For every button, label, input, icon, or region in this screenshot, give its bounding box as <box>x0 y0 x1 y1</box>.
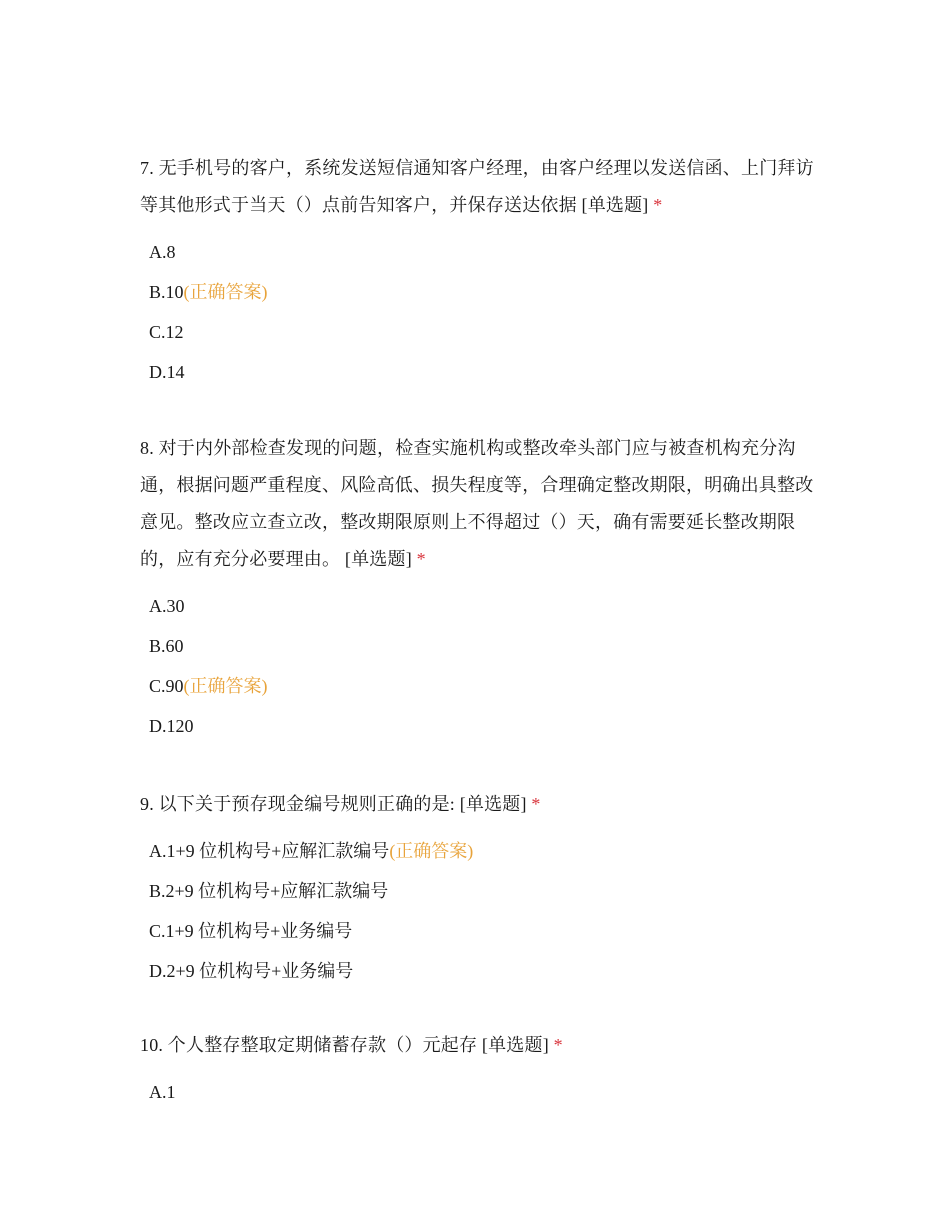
option-c[interactable]: C.90(正确答案) <box>149 676 268 696</box>
option-a[interactable]: A.1+9 位机构号+应解汇款编号(正确答案) <box>149 841 474 861</box>
question-9 <box>140 786 820 991</box>
option-d[interactable]: D.2+9 位机构号+业务编号 <box>149 961 354 981</box>
option-b[interactable]: B.2+9 位机构号+应解汇款编号 <box>149 881 389 901</box>
option-a[interactable]: A.8 <box>149 242 176 262</box>
option-c[interactable]: C.1+9 位机构号+业务编号 <box>149 921 353 941</box>
option-list <box>149 831 820 991</box>
required-mark: * <box>531 794 541 814</box>
required-mark: * <box>653 195 663 215</box>
option-a[interactable]: A.1 <box>149 1082 176 1102</box>
correct-answer-tag: (正确答案) <box>183 676 268 696</box>
correct-answer-tag: (正确答案) <box>389 841 474 861</box>
option-a[interactable]: A.30 <box>149 596 185 616</box>
option-b[interactable]: B.60 <box>149 636 184 656</box>
correct-answer-tag: (正确答案) <box>183 282 268 302</box>
option-d[interactable]: D.120 <box>149 716 194 736</box>
option-list <box>149 1072 820 1112</box>
question-7 <box>140 150 820 392</box>
question-title: 10. 个人整存整取定期储蓄存款（）元起存 [单选题] * <box>140 1035 563 1055</box>
option-list <box>149 586 820 746</box>
option-list <box>149 232 820 392</box>
question-title: 9. 以下关于预存现金编号规则正确的是: [单选题] * <box>140 794 541 814</box>
question-8 <box>140 430 820 746</box>
option-c[interactable]: C.12 <box>149 322 184 342</box>
option-b[interactable]: B.10(正确答案) <box>149 282 268 302</box>
question-title: 8. 对于内外部检查发现的问题，检查实施机构或整改牵头部门应与被查机构充分沟通，根据问题严重程度、风险高低、损失程度等，合理确定整改期限，明确出具整改意见。整改应立查立改，整改期限原则上不得超过（）天，确有需要延长整改期限的，应有充分必要理由。 [单选题] * <box>140 438 814 569</box>
option-d[interactable]: D.14 <box>149 362 185 382</box>
required-mark: * <box>416 549 426 569</box>
required-mark: * <box>553 1035 563 1055</box>
question-10 <box>140 1027 820 1112</box>
question-title: 7. 无手机号的客户，系统发送短信通知客户经理，由客户经理以发送信函、上门拜访等其他形式于当天（）点前告知客户，并保存送达依据 [单选题] * <box>140 158 814 215</box>
